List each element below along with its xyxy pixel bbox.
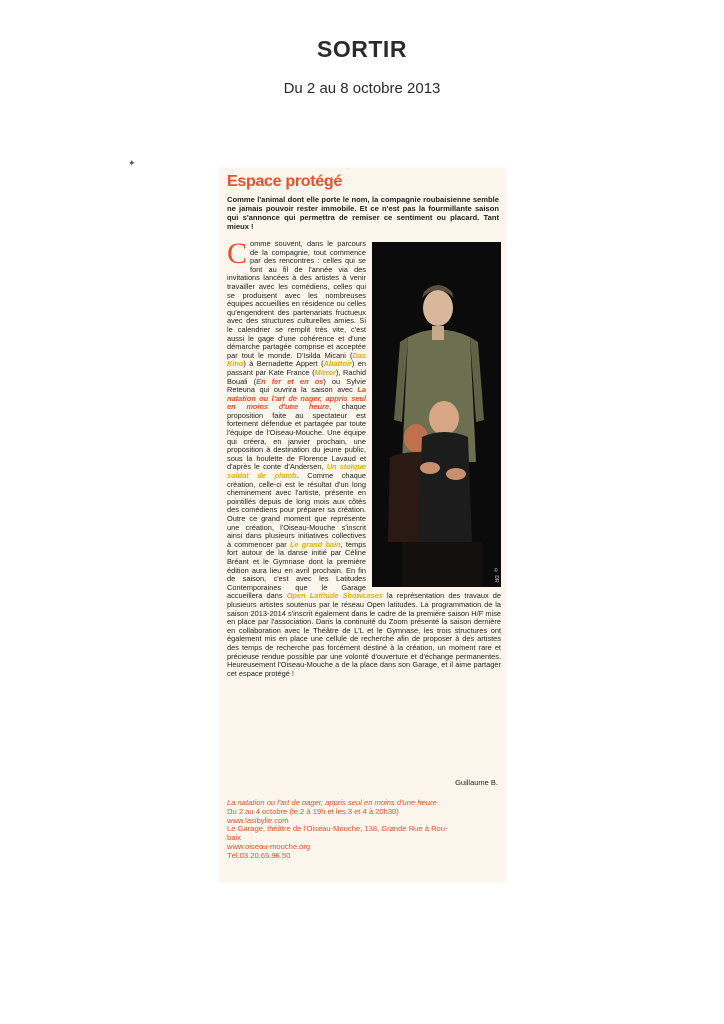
show-soldat-de-plomb: Un stoïque soldat de plomb bbox=[227, 462, 366, 481]
show-open-latitude: Open Latitude Showcases bbox=[286, 591, 383, 601]
info-venue-line-2: baix bbox=[227, 833, 241, 843]
article-clipping bbox=[219, 168, 506, 882]
info-show-title: La natation ou l'art de nager, appris seul en moins d'une heure bbox=[227, 798, 437, 807]
scan-mark: ✦ bbox=[128, 158, 136, 168]
info-dates: Du 2 au 4 octobre (le 2 à 19h et les 3 et 4 à 20h30) bbox=[227, 806, 399, 816]
photo-credit: © DR bbox=[493, 568, 499, 583]
info-website-1: www.lasibylle.com bbox=[227, 815, 289, 825]
page-date: Du 2 au 8 octobre 2013 bbox=[283, 80, 441, 97]
performers-photo-illustration bbox=[372, 242, 501, 587]
drop-cap: C bbox=[227, 237, 248, 270]
body-text: la représentation des travaux de plusieurs artistes soutenus par le réseau Open latitudes. La programmation de la saison 2013-2014 s'inscrit également dans le cadre de la première saison H/F mise en place par l'association. Dans la continuité du Zoom présenté la saison dernière en collaboration avec le Théâtre de L'L et le Gymnase, les trois structures ont également mis en place une cellule de recherche afin de proposer à des artistes des temps de recherche pas forcément destiné à la création, un moment rare et précieuse rendue possible par une volonté d'ouverture et d'échange permanentes. Heureusement l'Oiseau-Mouche a de la place dans son Garage, et il aime partager cet espace protégé ! bbox=[227, 591, 502, 678]
info-phone: Tél.03.20.65.96.50 bbox=[227, 850, 291, 860]
body-text: ) ou Sylvie Reteuna qui ouvrira la saison avec bbox=[227, 376, 366, 395]
show-le-grand-bain: Le grand bain bbox=[289, 539, 341, 549]
practical-info bbox=[227, 799, 507, 861]
show-en-fer-et-en-os: En fer et en os bbox=[256, 376, 324, 386]
body-text: , chaque proposition faite au spectateur est fortement défendue et partagée par toute l'équipe de l'Oiseau-Mouche. Une équipe qui créera, en janvier prochain, une proposition à destination du jeune public, sous la houlette de Florence Lavaud et d'après le conte d'Andersen, bbox=[227, 402, 366, 472]
info-website-2: www.oiseau-mouche.org bbox=[227, 841, 311, 851]
body-text: , temps fort autour de la danse initié par Céline Bréant et le Gymnase dont la première édition aura lieu en avril prochain. En fin de saison, c'est avec les Latitudes Contemporaines que le Garage accueillera dans bbox=[227, 539, 366, 601]
show-la-natation: La natation ou l'art de nager, appris seul en moins d'une heure bbox=[227, 385, 366, 412]
body-text: . Comme chaque création, celle-ci est le résultat d'un long cheminement avec l'artiste, présente en pointillés depuis de long mois aux côtés des comédiens pour préparer sa création. Outre ce grand moment que représente une création, l'Oiseau-Mouche s'inscrit ainsi dans plusieurs initiatives collectives à commencer par bbox=[227, 471, 366, 549]
article-title: Espace protégé bbox=[227, 173, 342, 190]
show-mirror: Mirror bbox=[314, 367, 336, 377]
article-lede: Comme l'animal dont elle porte le nom, la compagnie roubaisienne semble ne jamais pouvoir rester immobile. Et ce n'est pas la fourmillante saison qui s'annonce qui permettra de remiser ce sentiment ou placard. Tant mieux ! bbox=[227, 195, 499, 231]
info-venue-line-1: Le Garage, théâtre de l'Oiseau-Mouche, 138, Grande Rue à Rou- bbox=[227, 824, 448, 834]
show-abattoir: Abattoir bbox=[323, 359, 352, 369]
article-photo bbox=[372, 242, 501, 587]
body-text: ) en passant par Kate France ( bbox=[227, 359, 366, 377]
article-byline: Guillaume B. bbox=[455, 778, 498, 787]
article-body bbox=[227, 237, 502, 678]
page-heading: SORTIR bbox=[317, 36, 407, 62]
show-das-kino: Das Kino bbox=[227, 350, 366, 369]
body-text: omme souvent, dans le parcours de la compagnie, tout commence par des rencontres : celles qui se font au fil de l'année via des invitations lancées à des artistes à venir travailler avec les comédiens, celles qui se produisent avec les nombreuses équipes accueillies en résidence ou celles qu'engendrent des partenariats fructueux avec des structures culturelles amies. Si le calendrier se remplit très vite, c'est aussi le gage d'une cohérence et d'une démarche partagée comprise et acceptée par tout le monde. D'Isilda Micani ( bbox=[227, 239, 366, 360]
body-text: ), Rachid Bouali ( bbox=[227, 367, 367, 386]
body-text: ) à Bernadette Appert ( bbox=[243, 359, 324, 369]
